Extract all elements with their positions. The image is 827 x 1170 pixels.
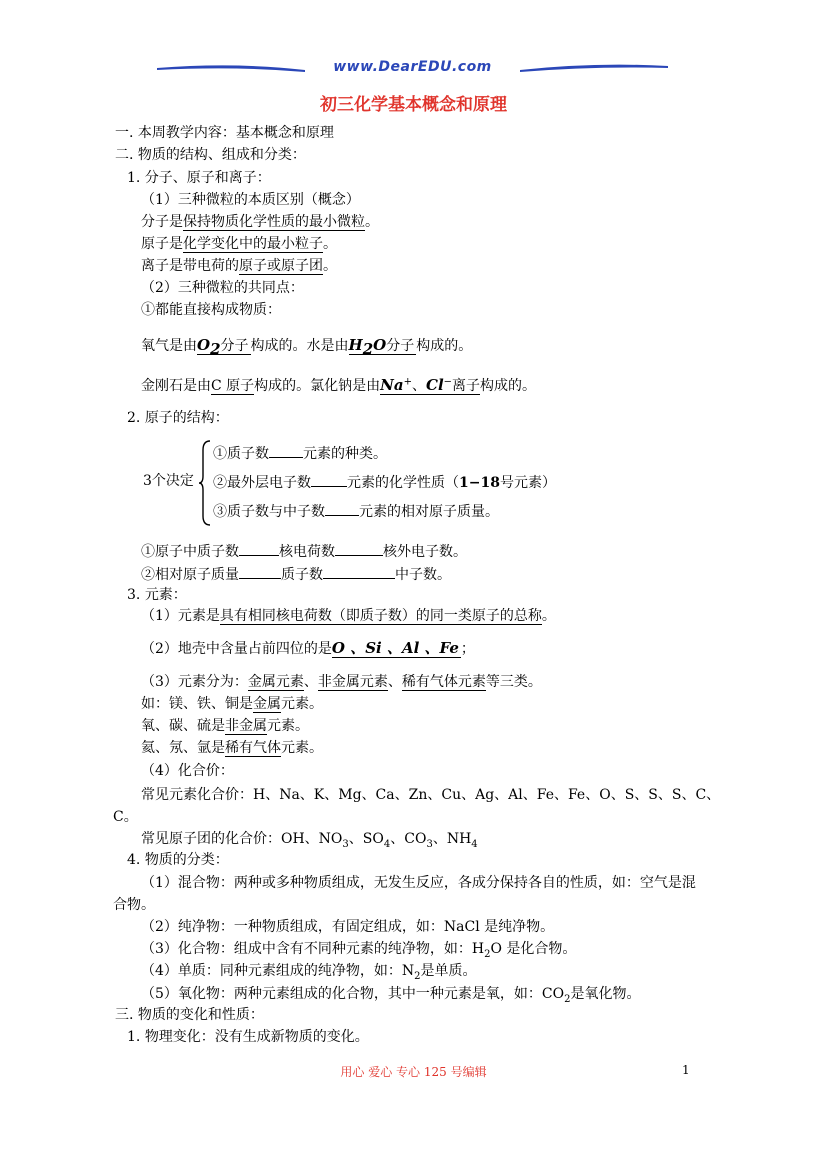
subscript: 2	[484, 948, 491, 960]
document-title: 初三化学基本概念和原理	[320, 95, 507, 115]
element-substance-definition	[141, 962, 477, 980]
text: 构成的。氯化钠是由	[254, 378, 381, 394]
section-1	[115, 124, 334, 142]
text: 分子	[386, 338, 415, 354]
underlined-text: 化学变化中的最小粒子	[183, 236, 323, 252]
element-classes	[141, 673, 542, 691]
chem-formula: O	[373, 336, 387, 354]
underlined-formula	[197, 336, 251, 358]
mixture-definition: （1）混合物：两种或多种物质组成，无发生反应，各成分保持各自的性质，如：空气是混	[141, 875, 696, 891]
text: 氦、氖、氩是	[141, 740, 225, 756]
underlined-text: 原子或原子团	[239, 258, 323, 274]
section-text: 物质的结构、组成和分类：	[137, 147, 306, 163]
text: 分子是	[141, 214, 183, 230]
text: 。	[323, 236, 337, 252]
text: 、NH	[432, 831, 472, 847]
paragraph: ①都能直接构成物质：	[141, 302, 281, 318]
section-number: 二.	[115, 147, 138, 163]
text: 元素的种类。	[303, 446, 387, 462]
subscript: 4	[383, 838, 391, 850]
text: ②最外层电子数	[213, 475, 311, 491]
section-number: 一.	[115, 125, 138, 141]
text: （3）化合物：组成中含有不同种元素的纯净物，如：H	[141, 941, 485, 957]
decide-item-1	[213, 443, 387, 464]
pure-substance-definition: （2）纯净物：一种物质组成，有固定组成，如：NaCl 是纯净物。	[141, 919, 555, 935]
molecule-definition	[141, 213, 379, 231]
blank-line	[323, 564, 395, 579]
text: 核外电子数。	[383, 544, 467, 560]
text: （3）元素分为：	[141, 674, 248, 690]
underlined-formula	[380, 378, 480, 395]
text: 如：镁、铁、铜是	[141, 696, 253, 712]
text: 中子数。	[395, 567, 451, 583]
subscript: 4	[471, 838, 478, 850]
text: 等三类。	[485, 674, 542, 690]
text: 、	[412, 378, 426, 394]
noble-gas-example	[141, 739, 323, 757]
subsection-text: 原子的结构：	[144, 410, 229, 426]
section-text: 本周教学内容：基本概念和原理	[137, 125, 334, 141]
text: 、SO	[348, 831, 384, 847]
underlined-text: 金属元素	[247, 674, 304, 690]
nonmetal-example	[141, 717, 309, 735]
text: 是氧化物。	[570, 986, 641, 1002]
underlined-text: C 原子	[211, 378, 255, 394]
superscript: +	[403, 376, 412, 388]
text: 离子	[452, 378, 481, 394]
subscript: 2	[414, 970, 421, 982]
text: （4）单质：同种元素组成的纯净物，如：N	[141, 963, 415, 979]
subsection-text: 物质的分类：	[144, 852, 229, 868]
text: 元素。	[281, 740, 323, 756]
equality-1	[141, 541, 467, 561]
oxide-definition	[141, 985, 640, 1003]
text: 构成的。	[416, 338, 473, 354]
subscript: 3	[342, 838, 349, 850]
text: 常见原子团的化合价：OH、NO	[141, 831, 343, 847]
underlined-text: 稀有气体	[225, 740, 281, 756]
subscript: 2	[564, 993, 571, 1005]
text: 是单质。	[420, 963, 477, 979]
text: 。	[365, 214, 379, 230]
text: （1）元素是	[141, 608, 220, 624]
underlined-formula: O 、Si 、Al 、Fe	[331, 639, 459, 657]
valence-list: 常见元素化合价：H、Na、K、Mg、Ca、Zn、Cu、Ag、Al、Fe、Fe、O、S、S、S、C、	[141, 787, 721, 803]
text: 。	[323, 258, 337, 274]
text: 元素的相对原子质量。	[359, 504, 499, 520]
subsection-2-4	[127, 851, 229, 869]
text: 氧、碳、硫是	[141, 718, 225, 734]
text: 构成的。	[480, 378, 537, 394]
blank-line	[239, 541, 279, 556]
blank-line	[325, 501, 359, 516]
text: 分子	[220, 338, 249, 354]
site-url: www.DearEDU.com	[333, 59, 492, 75]
valence-list-cont: C。	[113, 809, 138, 825]
text: 离子是带电荷的	[141, 258, 239, 274]
subsection-2-2	[127, 409, 229, 427]
paragraph: （1）三种微粒的本质区别（概念）	[141, 192, 360, 208]
diamond-nacl-line	[141, 374, 536, 397]
oxygen-water-line	[141, 333, 472, 358]
underlined-text: 金属	[253, 696, 281, 712]
section-text: 物质的变化和性质：	[137, 1007, 264, 1023]
text: ②相对原子质量	[141, 567, 239, 583]
text: O 是化合物。	[490, 941, 577, 957]
subsection-2-1	[127, 169, 271, 187]
subsection-number: 1.	[127, 1029, 145, 1045]
text: 氧气是由	[141, 338, 197, 354]
text: ①原子中质子数	[141, 544, 239, 560]
mixture-definition-cont: 合物。	[113, 897, 155, 913]
text: 元素。	[281, 696, 323, 712]
underlined-formula	[348, 336, 417, 358]
element-range: 1−18	[459, 475, 500, 491]
section-number: 三.	[115, 1007, 138, 1023]
blank-line	[335, 541, 383, 556]
text: （5）氧化物：两种元素组成的化合物，其中一种元素是氧，如：CO	[141, 986, 565, 1002]
chem-formula: Cl	[426, 376, 444, 394]
chem-formula: H	[348, 336, 363, 354]
subsection-number: 2.	[127, 410, 145, 426]
text: ①质子数	[213, 446, 269, 462]
crust-elements	[141, 638, 475, 659]
chem-formula: Na	[380, 376, 404, 394]
text: （2）地壳中含量占前四位的是	[141, 641, 332, 657]
subsection-text: 元素：	[144, 587, 187, 603]
section-2	[115, 146, 306, 164]
subsection-2-3	[127, 586, 187, 604]
decide-item-2	[213, 472, 556, 493]
page-number: 1	[682, 1063, 690, 1077]
chem-formula: O	[197, 336, 211, 354]
subscript: 2	[362, 339, 374, 358]
text: 元素的化学性质（	[347, 475, 459, 491]
subsection-number: 1.	[127, 170, 145, 186]
left-brace-icon	[198, 440, 212, 526]
text: 核电荷数	[279, 544, 335, 560]
text: ③质子数与中子数	[213, 504, 325, 520]
underlined-text: 非金属元素	[317, 674, 388, 690]
text: 质子数	[281, 567, 323, 583]
text: 、CO	[390, 831, 427, 847]
text: 原子是	[141, 236, 183, 252]
paragraph: （4）化合价：	[141, 763, 234, 779]
text: ；	[460, 641, 475, 657]
subscript: 2	[210, 339, 221, 358]
subsection-number: 4.	[127, 852, 145, 868]
subsection-3-1	[127, 1028, 369, 1046]
site-header-banner	[155, 58, 670, 82]
subsection-number: 3.	[127, 587, 145, 603]
subsection-text: 物理变化：没有生成新物质的变化。	[144, 1029, 369, 1045]
blank-line	[311, 472, 347, 487]
ion-definition	[141, 257, 337, 275]
equality-2	[141, 564, 451, 584]
section-3	[115, 1006, 264, 1024]
underlined-text: 稀有气体元素	[401, 674, 486, 690]
text: 构成的。水是由	[250, 338, 349, 354]
text: 金刚石是由	[141, 378, 211, 394]
subsection-text: 分子、原子和离子：	[144, 170, 271, 186]
underlined-text: 非金属	[225, 718, 267, 734]
decide-label: 3个决定	[143, 473, 194, 489]
underlined-text: 具有相同核电荷数（即质子数）的同一类原子的总称	[219, 608, 542, 624]
blank-line	[239, 564, 281, 579]
text: 号元素）	[499, 475, 556, 491]
subscript: 3	[426, 838, 433, 850]
paragraph: （2）三种微粒的共同点：	[141, 280, 304, 296]
underlined-text: 保持物质化学性质的最小微粒	[183, 214, 365, 230]
page-footer: 用心 爱心 专心 125 号编辑	[340, 1065, 487, 1079]
element-definition	[141, 607, 556, 625]
superscript: −	[443, 376, 453, 388]
radical-valence	[141, 830, 478, 848]
atom-definition	[141, 235, 337, 253]
text: 、	[387, 674, 402, 690]
decide-item-3	[213, 501, 499, 522]
compound-definition	[141, 940, 576, 958]
text: 元素。	[267, 718, 309, 734]
text: 、	[303, 674, 318, 690]
metal-example	[141, 695, 323, 713]
blank-line	[269, 443, 303, 458]
text: 。	[541, 608, 556, 624]
